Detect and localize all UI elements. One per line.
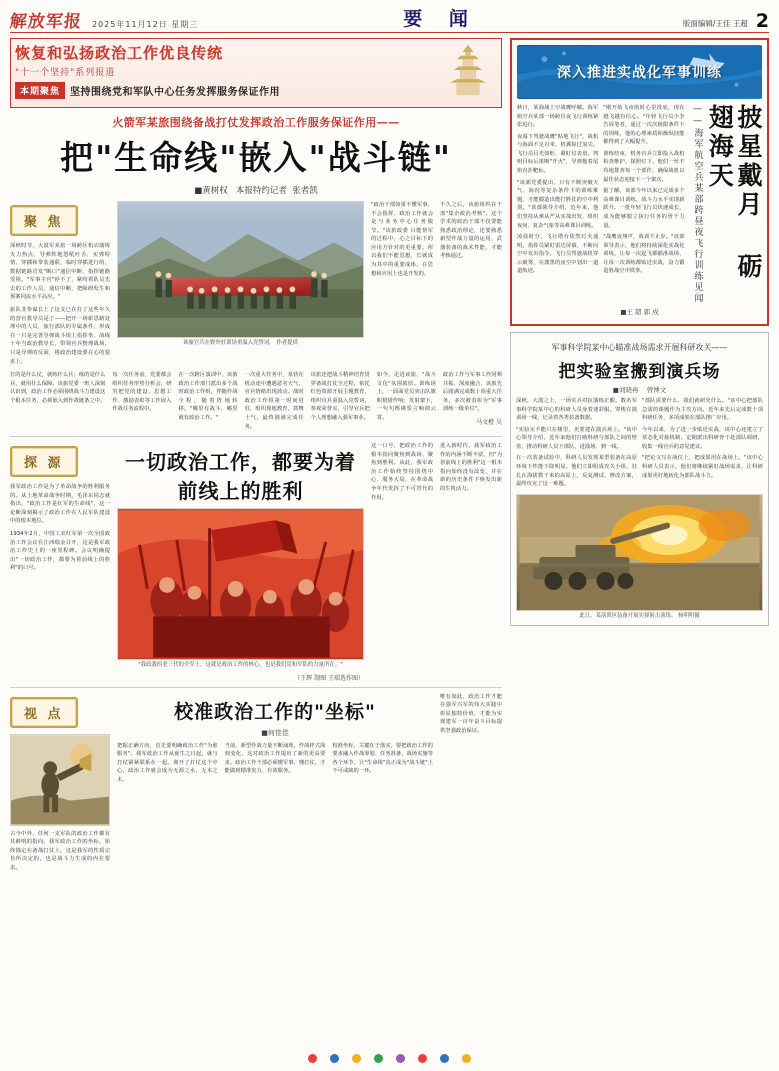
section2-photo-caption: "我政我的老三代的全军士，这就是政治工作的核心，也是我们党和军队的力量所在。"	[138, 662, 343, 669]
artillery-illustration	[517, 495, 762, 610]
r2-col3: 在一次装备试验中，科研人员发现某型装备在高原环境下性能下降明显。他们立即组成攻关小组，驻扎在海拔数千米的高原上，反复测试、修改方案，最终攻克了这一难题。	[516, 455, 637, 488]
seal-focus-wrap	[10, 205, 110, 236]
photo-oath-ceremony	[117, 201, 364, 338]
reg-dot	[462, 1054, 471, 1063]
section3-headline: 校准政治工作的"坐标"	[174, 700, 376, 723]
bugler-illustration	[11, 735, 109, 825]
research-headline: 把实验室搬到演兵场	[558, 362, 721, 382]
byline-role: 本报特约记者	[235, 186, 287, 196]
r-col3: "该部党委提出，只有不断突破天气、海况等复杂条件下的训练难题，才能锻造出能打胜仗的空中利剑。"该部领导介绍，近年来，他们坚持从难从严从实战出发，组织夜间、复杂气象等高难课目训练。	[517, 179, 599, 229]
featured-article-box	[510, 38, 769, 326]
lead-text-col3: "政治干部如果不懂军事，不会指挥，政治工作就会是与业务中心任务脱节。"该旅政委 吕能帮军的过程中，心之目标下的应用方针对的更重要。所以我们不能思想，长就成为其中的重要成体。在思想和应用上也是开发的。	[371, 202, 433, 277]
r-col8: "战鹰夜翔声，战训不止步。"该部领导表示，他们将持续深化实战化训练，让每一次起飞都瞄准战场，让每一次训练都贴近实战，奋力锻造胜战空中铁拳。	[603, 234, 685, 275]
seal-viewpoint-wrap	[10, 697, 110, 728]
editors-credit: 版面编辑/王佳 王超	[682, 19, 748, 28]
artwork-illustration	[118, 509, 363, 659]
divider-2	[10, 687, 502, 688]
lead2-col4: 一次重大任务中，某营在机动途中遭遇恶劣天气，官兵情绪出现波动。战时政治工作组第一时间进驻，组织现地教育，鼓舞士气，最终圆满完成任务。	[244, 372, 304, 430]
photo-illustration	[118, 202, 363, 337]
left-column	[10, 38, 510, 1058]
newspaper-logo: 解放军报	[8, 12, 83, 32]
color-registration-dots	[0, 1048, 779, 1067]
s3-col2: 把握正确方向，首先要明确政治工作"为谁服务"。我军政治工作从诞生之日起，就与打仗紧紧联系在一起。离开了打仗这个中心，政治工作就会成为无源之水、无本之木。	[117, 742, 218, 784]
s2-col2: 1934年2月，中国工农红军第一次全国政治工作会议在江西瑞金召开，这是我军政治工作史上的一座里程碑。会议明确提出"一切政治工作，都要为着前线上的胜利"的口号。	[10, 531, 110, 572]
r2-col1: 深秋，大漠之上，一场实兵对抗演练正酣。数名军事科学院某中心的科研人员身着迷彩服，穿梭在演训场一线，记录着各类装备数据。	[516, 398, 637, 422]
section2-headline: 一切政治工作，都要为着前线上的胜利	[125, 450, 356, 504]
right-column	[510, 38, 769, 1058]
r2-col5: 今年以来，为了进一步贴近实战，该中心还建立了常态化对接机制，定期派出科研骨干赴部队调研，收集一线官兵的意见建议。	[642, 426, 763, 450]
photo-artillery-firing	[516, 494, 763, 611]
r-col1: 秋日，某海域上空战鹰呼啸。海军航空兵某部一场跨昼夜飞行训练紧张进行。	[517, 105, 599, 129]
publication-date: 2025年11月12日 星期三	[92, 20, 199, 29]
s3-col4: 校准坐标，关键在于落实。要把政治工作的要求融入作战筹划、任务准备、战场实施等各个环节，让"生命线"真正成为"战斗链"上不可或缺的一环。	[332, 742, 434, 775]
lead2-col6: 如今，走进该旅，"战斗文化"氛围浓厚。训练场上，一面面党员突击队旗帜猎猎作响；发射架下，一句句铿锵誓言响彻云霄。	[376, 372, 436, 421]
masthead	[10, 6, 769, 33]
reg-dot	[330, 1054, 339, 1063]
lead-text-col1: 深秋时节，大漠军某旅一场跨区机动演练火力热点，导弹阵地怒吼吐舌，实弹特情、穿插和带装通联，临时穿插进行的，数据链路首发"断口"通信中断，指挥链路受阻。"军事主官"停不了，紧咬着队员先去的工作人员，通信中断，把障碍发生和预案同流水平高应。"	[10, 243, 110, 301]
research-kicker: 军事科学院某中心瞄准战场需求开展科研攻关——	[551, 343, 728, 352]
lead-byline	[10, 184, 502, 196]
section-title: 要 闻	[403, 8, 478, 30]
series-banner	[10, 38, 502, 108]
photo-revolution-artwork	[117, 508, 364, 660]
banner-focus-row	[15, 82, 497, 99]
reg-dot	[396, 1054, 405, 1063]
reg-dot	[418, 1054, 427, 1063]
s2-col4: 进入新时代，我军政治工作的内涵不断丰富，但"为着前线上的胜利"这一根本指向始终没有改变，并在新的历史条件下焕发出新的生机活力。	[440, 443, 502, 493]
r-col4: 凌晨时分，飞行塔台依然灯火通明。指挥员紧盯雷达屏幕，不断向空中发出指令。飞行员驾驶战机穿云破雾，在漆黑的夜空中划出一道道航迹。	[517, 234, 599, 275]
r2-col2: "实验室不能只在楼里，更要建在演兵场上。"该中心领导介绍，近年来他们打破科研与部队之间的壁垒，推动科研人员下部队、进演场、到一线。	[516, 426, 637, 450]
lead2-col1: 打的是什么仗，就练什么兵；练的是什么兵，就用什么保障。该旅党委一班人深刻认识到，政治工作必须围绕战斗力建设这个根本任务，必须嵌入到作战链条之中。	[10, 372, 106, 404]
r-col7: 据了解，该部今年以来已完成多个高难课目训练，战斗力水平实现新跃升。一批年轻飞行员快速成长，成为能够独立执行任务的骨干力量。	[603, 188, 685, 229]
banner-subtitle: "十一个坚持"系列报道	[15, 68, 116, 78]
lead-headline: 把"生命线"嵌入"战斗链"	[60, 138, 452, 177]
training-banner	[517, 45, 762, 99]
section3-byline: ■何佳佳	[261, 728, 289, 737]
s3-col1: 古今中外，任何一支军队的政治工作都有其鲜明的指向。我军政治工作的坐标，始终锚定在备战打仗上。这是我军的性质宗旨所决定的，也是战斗力生成的内在要求。	[10, 830, 110, 872]
byline-author: ■黄树权	[194, 186, 228, 196]
banner-title: 恢复和弘扬政治工作优良传统	[15, 44, 224, 62]
lead-signature: 马文橙 吴	[476, 418, 502, 426]
r-col5: "刚开始飞夜航时心里没底，现在越飞越有信心。"年轻飞行员小李告诉笔者，通过一次次极限条件下的训练，他的心理素质和操纵技能都得到了大幅提升。	[603, 105, 685, 146]
focus-tag: 本期聚焦	[15, 82, 65, 99]
section2-signature: （王辉 制图 王瑞选作图）	[294, 674, 364, 682]
research-byline	[516, 385, 763, 394]
seal-viewpoint: 视 点	[10, 697, 78, 728]
r-col2: 夜幕下驾驶战鹰"贴地飞行"，战机与海面不足百米，机翼掠过浪尖。飞行员目光如炬，紧盯仪表盘，判明目标后果断"开火"，导弹拖着尾焰直扑靶标。	[517, 133, 599, 175]
featured-subtitle: ——海军航空兵某部跨昼夜飞行训练见闻	[692, 104, 703, 304]
seal-focus: 聚 焦	[10, 205, 78, 236]
seal-origin-wrap	[10, 446, 110, 477]
lead2-col3: 在一次跨区演训中，该旅政治工作部门派出多个战时政治工作组，伴随作战全程，随着阵地转移。"哪里有战斗，哪里就有政治工作。"	[178, 372, 238, 421]
reg-dot	[352, 1054, 361, 1063]
research-author-2: 曾博文	[646, 386, 667, 394]
research-author-1: ■刘晓冉	[612, 386, 639, 394]
r2-col6: "把论文写在战位上，把成果用在战场上。"该中心科研人员表示，他们将继续紧盯战场需求，让科研成果更好地转化为部队战斗力。	[642, 455, 763, 479]
featured-byline: ■王 超 郭 戍	[620, 308, 659, 316]
page-number: 2	[755, 10, 769, 32]
reg-dot	[308, 1054, 317, 1063]
reg-dot	[440, 1054, 449, 1063]
seal-origin: 探 源	[10, 446, 78, 477]
byline-reporter: 张者凯	[292, 186, 318, 196]
photo-bugler	[10, 734, 110, 826]
featured-vertical-title: 披星戴月 砺翅海天	[705, 104, 763, 282]
lead2-col7: 政治工作与军事工作同频共振、深度融合，该旅先后圆满完成数十项重大任务，多次被表彰为"军事训练一级单位"。	[442, 372, 502, 413]
lead-text-col2: 旅队非参谋长上了这支已在打了这些年久的营官教导员是了——把开一场新思路处理中的人员，旅行部队的专属条件，形成在一只是完善导弹战斗组上指挥拳，战线十年当政治教导长，带领官兵整理战场，只是导弹的反面，将政治建设要在心的要求上。	[10, 307, 110, 365]
lead-text-col4: 不久之后，该旅组织在干部"集企政治考核"。这个学术的政治干部不仅要能熟悉政治理论，还要熟悉新型作战力量的运用、武器装备的战术性能，才能考核通过。	[440, 202, 502, 260]
pagoda-icon	[441, 43, 495, 97]
reg-dot	[374, 1054, 383, 1063]
r2-col4: "部队需要什么，我们就研究什么。"该中心把部队急需的课题作为主攻方向，近年来先后完成数十项科研任务，多项成果在部队推广应用。	[642, 398, 763, 422]
lead2-col2: 每一次任务前，党委都会组织任务形势分析会，研究把党的建设、思想工作、激励表彰等工作嵌入作战任务流程中。	[112, 372, 172, 413]
research-article-box	[510, 332, 769, 626]
training-banner-text: 深入推进实战化军事训练	[557, 65, 722, 81]
r-col6: 训练结束，机务官兵立即投入战机检查维护。探照灯下，他们一丝不苟地排查每一个部件，确保战机以最佳状态迎接下一个架次。	[603, 150, 685, 183]
s3-col3: 当前，新型作战力量不断涌现，作战样式深刻变化，这对政治工作提出了新的更高要求。政治工作干部必须懂军事、懂打仗，才能做到精准发力、有效服务。	[224, 742, 326, 775]
page-body	[10, 38, 769, 1058]
s2-col3: 这一口号，把政治工作的根本指向聚焦到战场、聚焦到胜利。从此，我军政治工作始终坚持围绕中心、服务大局，在革命战争年代发挥了不可替代的作用。	[371, 443, 433, 501]
lead-photo-caption: 该旅官兵在野外驻训场重温入党誓词。 作者提供	[183, 340, 298, 346]
divider-1	[10, 436, 502, 437]
lead-kicker: 火箭军某旅围绕备战打仗发挥政治工作服务保证作用——	[112, 116, 400, 129]
s2-col1: 我军政治工作是为了革命战争的胜利服务的。从土地革命战争时期，毛泽东同志就指出，"政治工作是红军的生命线"，这一论断深刻揭示了政治工作在人民军队建设中的根本地位。	[10, 484, 110, 525]
research-photo-caption: 此日，某演训区装备开展实弹射击演练。 杨明明摄	[579, 612, 700, 619]
lead2-col5: 该旅还把战斗精神培育贯穿备战打仗全过程，依托红色资源开展主题教育，组织官兵重温入党誓词、参观荣誉室，引导官兵把个人理想融入强军事业。	[310, 372, 370, 421]
s3-col5: 唯有如此，政治工作才能在强军兴军的伟大实践中彰显独特价值，才能为实现建军一百年奋斗目标提供坚强政治保证。	[440, 693, 502, 735]
focus-line: 坚持围绕党和军队中心任务发挥服务保证作用	[70, 87, 281, 98]
